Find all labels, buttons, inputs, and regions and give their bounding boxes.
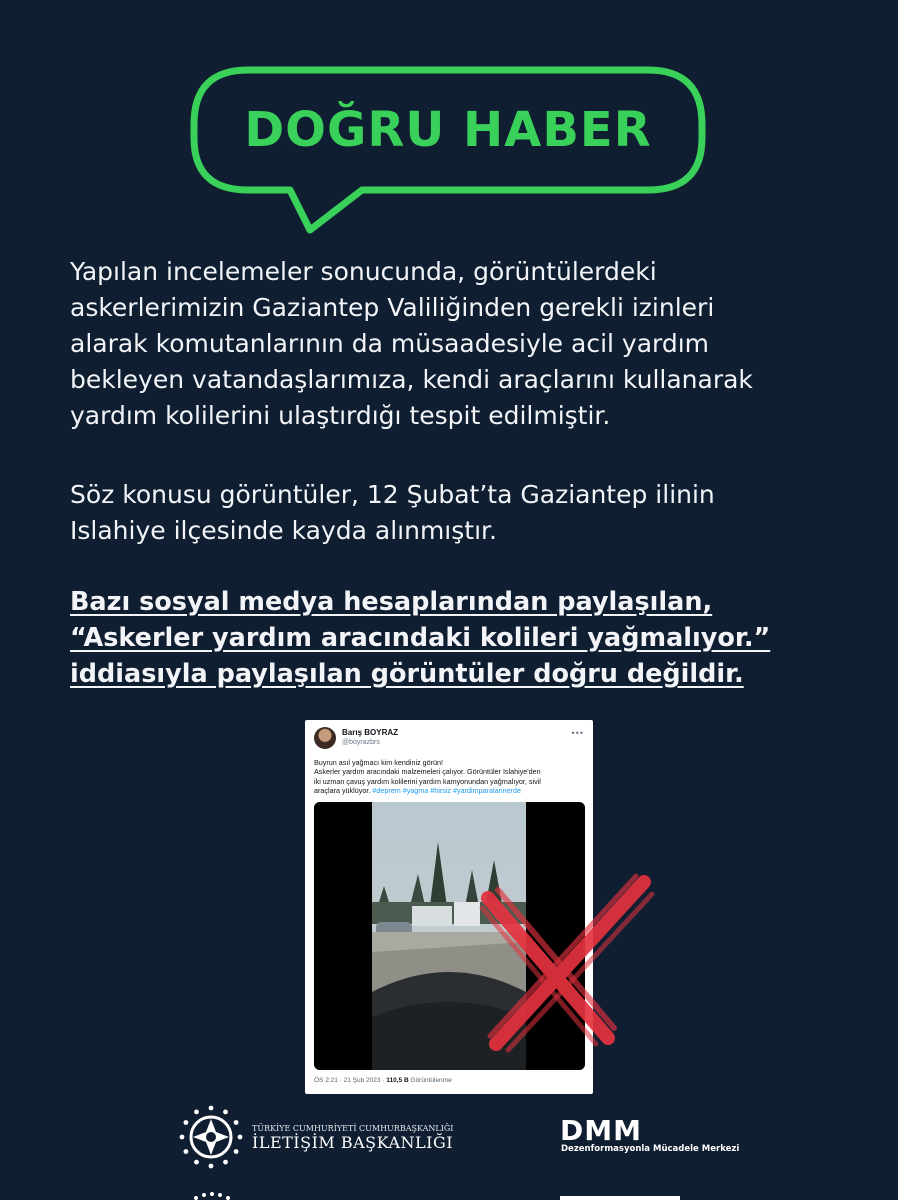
text-line: Islahiye ilçesinde kayda alınmıştır. bbox=[70, 516, 497, 545]
tweet-views-count: 110,5 B bbox=[386, 1077, 409, 1084]
ib-title: İLETİŞİM BAŞKANLIĞI bbox=[252, 1133, 454, 1152]
ib-subtitle: TÜRKİYE CUMHURİYETİ CUMHURBAŞKANLIĞI bbox=[252, 1124, 454, 1133]
text-line: yardım kolilerini ulaştırdığı tespit edilmiştir. bbox=[70, 401, 611, 430]
cropped-footer-repeat bbox=[0, 1188, 898, 1200]
tweet-line: Askerler yardım aracındaki malzemeleri çalıyor. Görüntüler Islahiye'den bbox=[314, 767, 541, 777]
text-line: iddiasıyla paylaşılan görüntüler doğru değildir. bbox=[70, 659, 744, 689]
dmm-logo: DMM bbox=[560, 1114, 642, 1147]
iletisim-baskanligi-emblem-icon bbox=[178, 1104, 244, 1170]
dmm-subtitle: Dezenformasyonla Mücadele Merkezi bbox=[561, 1144, 740, 1154]
tweet-line: araçlara yüklüyor. bbox=[314, 786, 371, 796]
tweet-meta bbox=[314, 1077, 452, 1084]
verdict-paragraph bbox=[70, 584, 840, 692]
text-line: bekleyen vatandaşlarımıza, kendi araçlarını kullanarak bbox=[70, 365, 753, 394]
tweet-hashtags: #deprem #yagma #hirsiz #yardimparalarinerde bbox=[372, 786, 521, 796]
text-line: Yapılan incelemeler sonucunda, görüntülerdeki bbox=[70, 257, 657, 286]
tweet-line: iki uzman çavuş yardım kolilerini yardım kamyonundan yağmalıyor, sivil bbox=[314, 776, 541, 786]
date-location-paragraph bbox=[70, 477, 840, 549]
tweet-text bbox=[314, 758, 584, 796]
avatar bbox=[314, 727, 336, 749]
more-dots-icon: ••• bbox=[571, 728, 584, 738]
text-line: alarak komutanlarının da müsaadesiyle acil yardım bbox=[70, 329, 710, 358]
text-line: askerlerimizin Gaziantep Valiliğinden gerekli izinleri bbox=[70, 293, 715, 322]
tweet-author-name: Barış BOYRAZ bbox=[342, 728, 399, 737]
page-title: DOĞRU HABER bbox=[244, 102, 652, 158]
text-line: “Askerler yardım aracındaki kolileri yağmalıyor.” bbox=[70, 623, 771, 653]
tweet-author-handle: @boyrazbrs bbox=[342, 739, 380, 746]
speech-bubble-header bbox=[190, 66, 706, 236]
text-line: Bazı sosyal medya hesaplarından paylaşılan, bbox=[70, 587, 713, 617]
tweet-time: ÖS 2:21 · 21 Şub 2023 · bbox=[314, 1077, 387, 1084]
red-x-icon bbox=[468, 868, 658, 1058]
finding-paragraph bbox=[70, 254, 840, 434]
tweet-views-label: Görüntülenme bbox=[408, 1077, 452, 1084]
text-line: Söz konusu görüntüler, 12 Şubat’ta Gaziantep ilinin bbox=[70, 480, 715, 509]
tweet-line: Buyrun asıl yağmacı kim kendiniz görün! bbox=[314, 758, 444, 767]
